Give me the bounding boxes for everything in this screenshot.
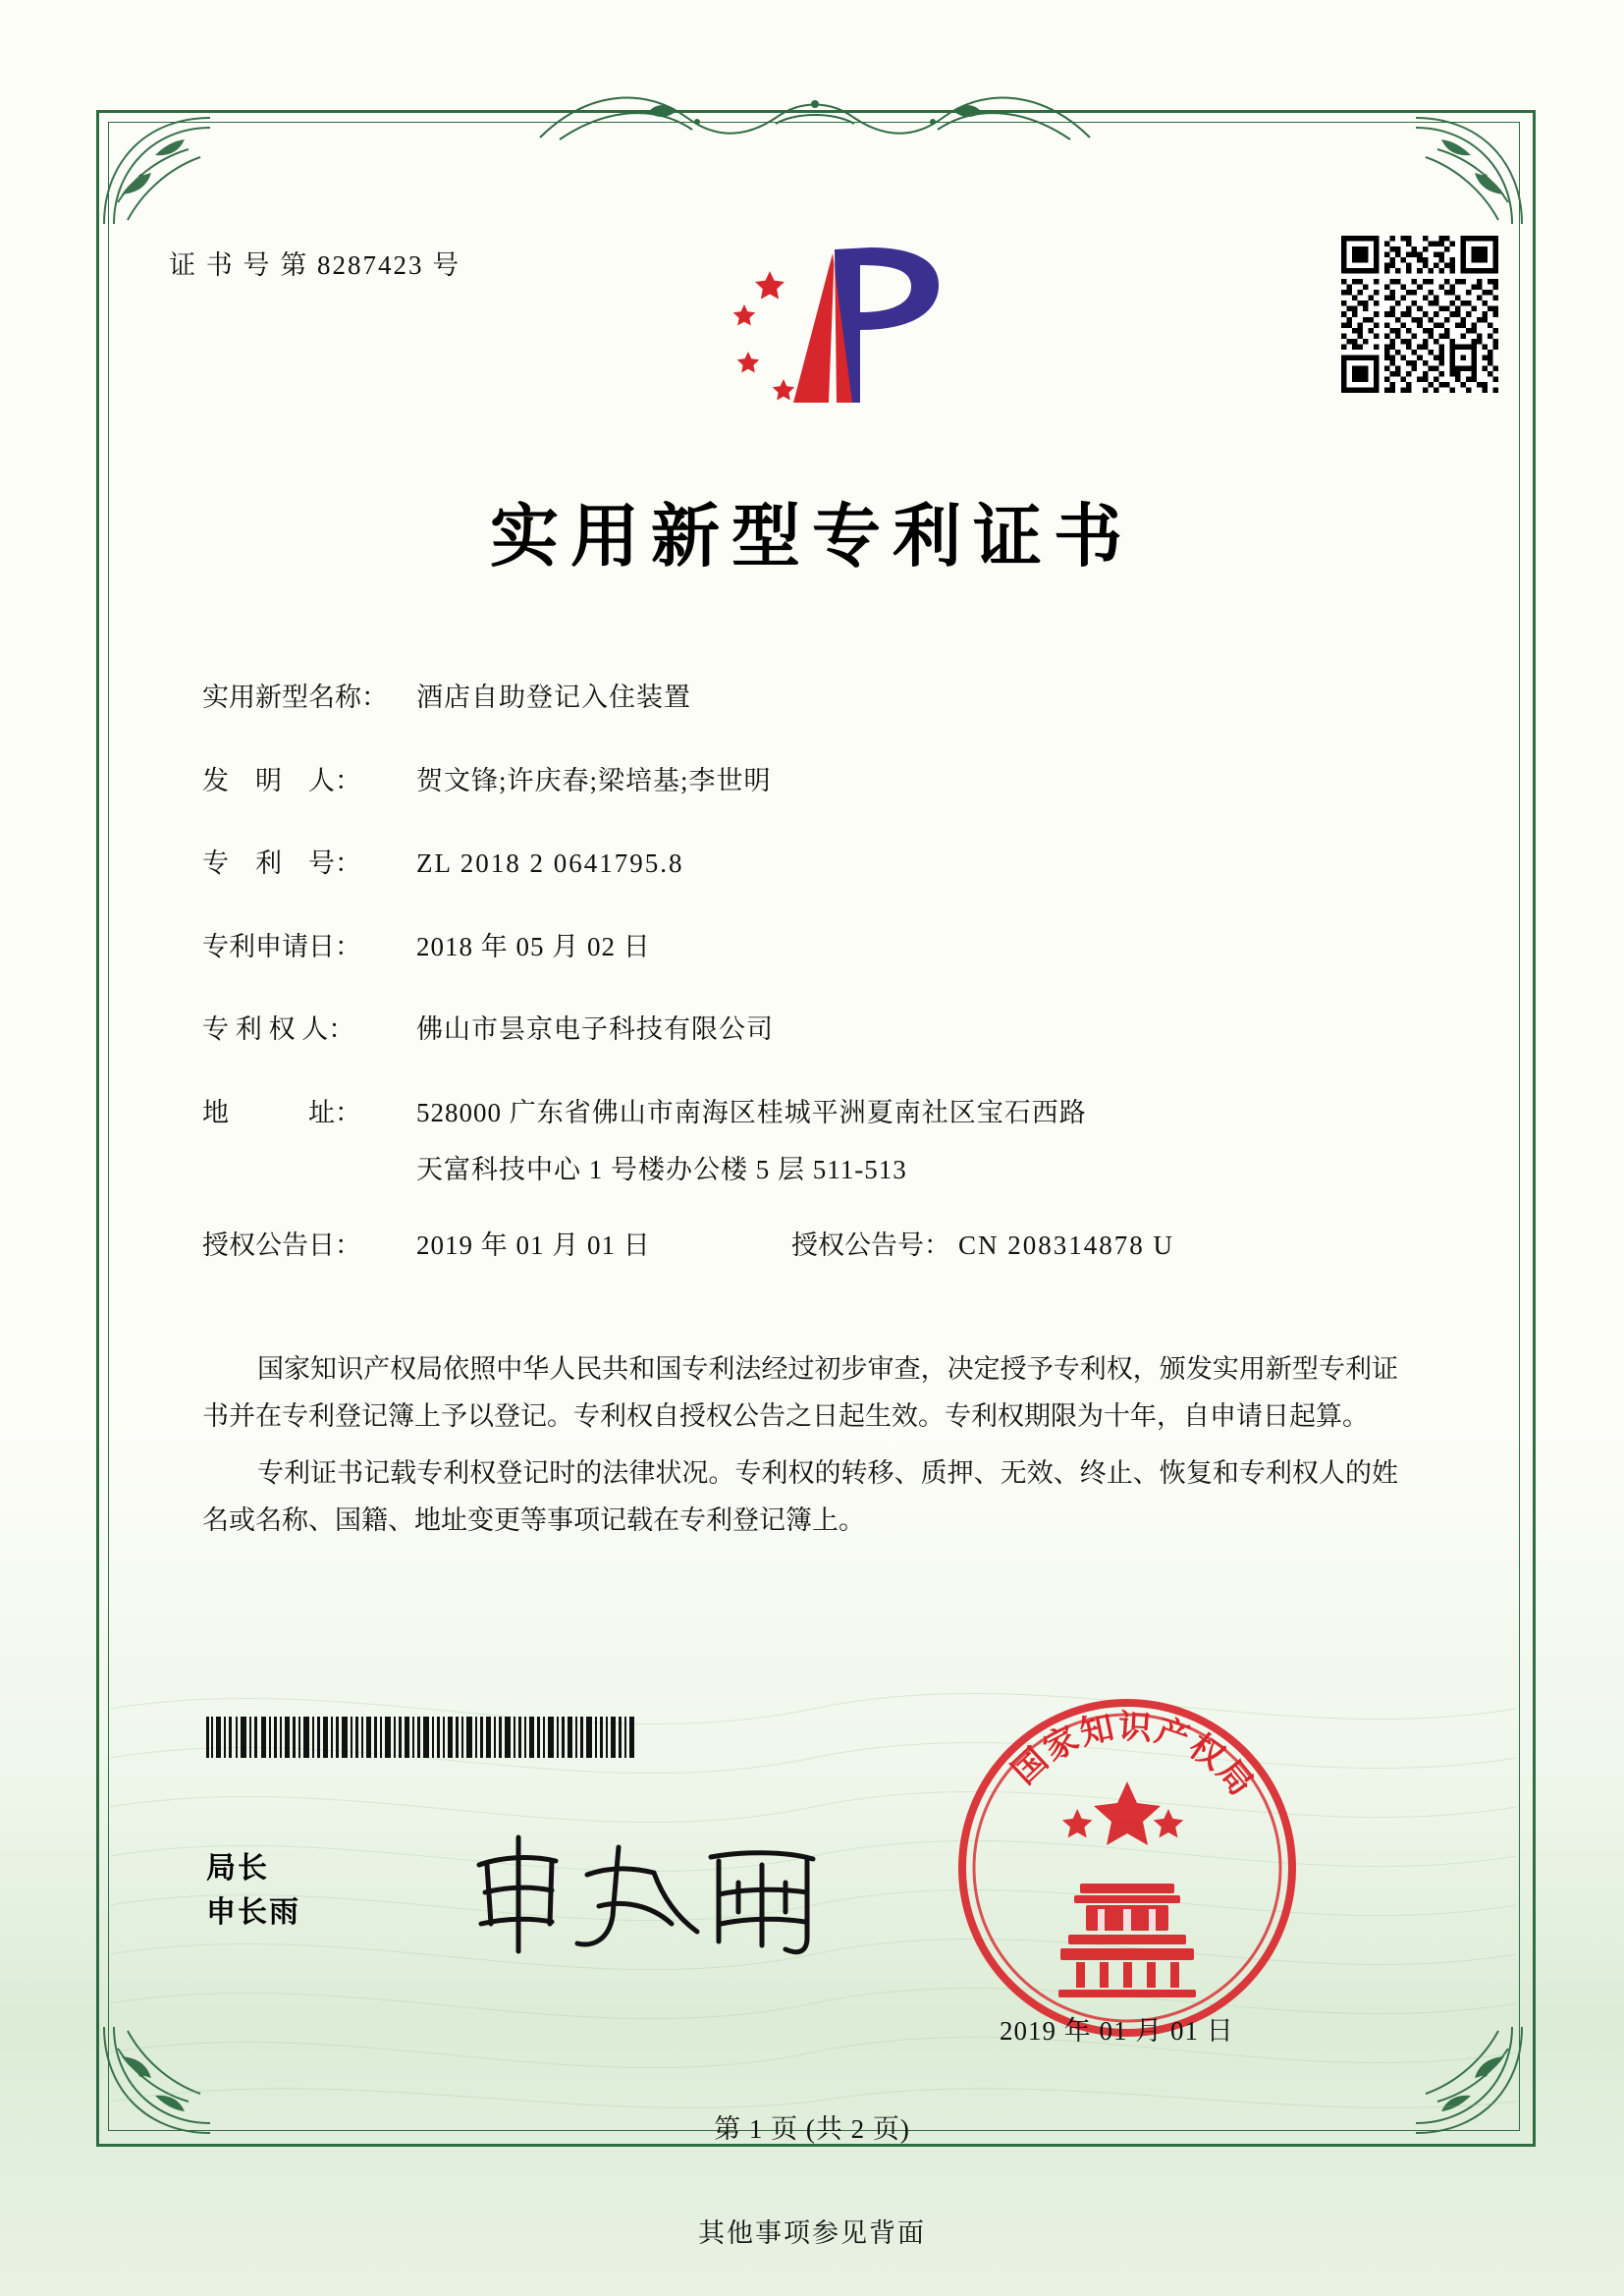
legal-text xyxy=(202,1345,1398,1554)
grant-notice-number xyxy=(791,1226,1174,1266)
director-role-label: 局长 xyxy=(206,1852,269,1885)
field-application-date xyxy=(202,927,1380,967)
field-label: 专 利 号： xyxy=(202,848,361,878)
cnipa-logo-icon xyxy=(687,236,962,412)
field-value: 2018 年 05 月 02 日 xyxy=(416,931,651,961)
grant-notice-date xyxy=(202,1226,791,1266)
field-label: 实用新型名称： xyxy=(202,683,388,712)
field-value: 贺文锋;许庆春;梁培基;李世明 xyxy=(416,765,772,795)
certificate-number: 证 书 号 第 8287423 号 xyxy=(169,250,461,280)
field-value: 佛山市昙京电子科技有限公司 xyxy=(416,1014,774,1044)
director-name: 申长雨 xyxy=(206,1896,300,1929)
field-label: 专 利 权 人： xyxy=(202,1014,355,1044)
field-label: 授权公告日： xyxy=(202,1230,361,1260)
field-value: 528000 广东省佛山市南海区桂城平洲夏南社区宝石西路 xyxy=(416,1097,1087,1127)
field-label: 地 址： xyxy=(202,1097,361,1127)
handwritten-signature xyxy=(461,1822,835,1969)
field-value: 酒店自助登记入住装置 xyxy=(416,683,691,712)
page-indicator: 第 1 页 (共 2 页) xyxy=(714,2114,910,2144)
back-page-note: 其他事项参见背面 xyxy=(698,2218,926,2248)
field-address-line2: 天富科技中心 1 号楼办公楼 5 层 511-513 xyxy=(416,1155,907,1184)
field-inventors xyxy=(202,761,1380,801)
qr-code xyxy=(1341,236,1498,393)
field-value: 2019 年 01 月 01 日 xyxy=(416,1230,651,1260)
paragraph-2: 专利证书记载专利权登记时的法律状况。专利权的转移、质押、无效、终止、恢复和专利权人的姓名或名称、国籍、地址变更等事项记载在专利登记簿上。 xyxy=(202,1458,1398,1536)
field-label: 发 明 人： xyxy=(202,765,361,795)
field-value: ZL 2018 2 0641795.8 xyxy=(416,848,684,878)
corner-ornament-top-left xyxy=(98,112,216,230)
field-patent-number xyxy=(202,844,1380,884)
top-flourish-ornament xyxy=(530,79,1100,147)
field-grant-notice xyxy=(202,1226,1380,1266)
field-value: CN 208314878 U xyxy=(958,1230,1175,1260)
barcode xyxy=(206,1717,634,1758)
signature-block xyxy=(206,1846,300,1935)
field-label: 专利申请日： xyxy=(202,931,361,961)
svg-text:国家知识产权局: 国家知识产权局 xyxy=(1004,1707,1263,1805)
paragraph-1: 国家知识产权局依照中华人民共和国专利法经过初步审查，决定授予专利权，颁发实用新型专利证书并在专利登记簿上予以登记。专利权自授权公告之日起生效。专利权期限为十年，自申请日起算。 xyxy=(202,1354,1398,1432)
field-utility-model-name xyxy=(202,678,1380,718)
seal-date: 2019 年 01 月 01 日 xyxy=(1000,2016,1234,2046)
field-address xyxy=(202,1093,1380,1133)
field-patentee xyxy=(202,1010,1380,1050)
official-seal xyxy=(950,1691,1304,2045)
page-title: 实用新型专利证书 xyxy=(490,495,1134,576)
corner-ornament-top-right xyxy=(1410,112,1528,230)
field-label: 授权公告号： xyxy=(791,1230,950,1260)
certificate-fields xyxy=(202,678,1380,1305)
